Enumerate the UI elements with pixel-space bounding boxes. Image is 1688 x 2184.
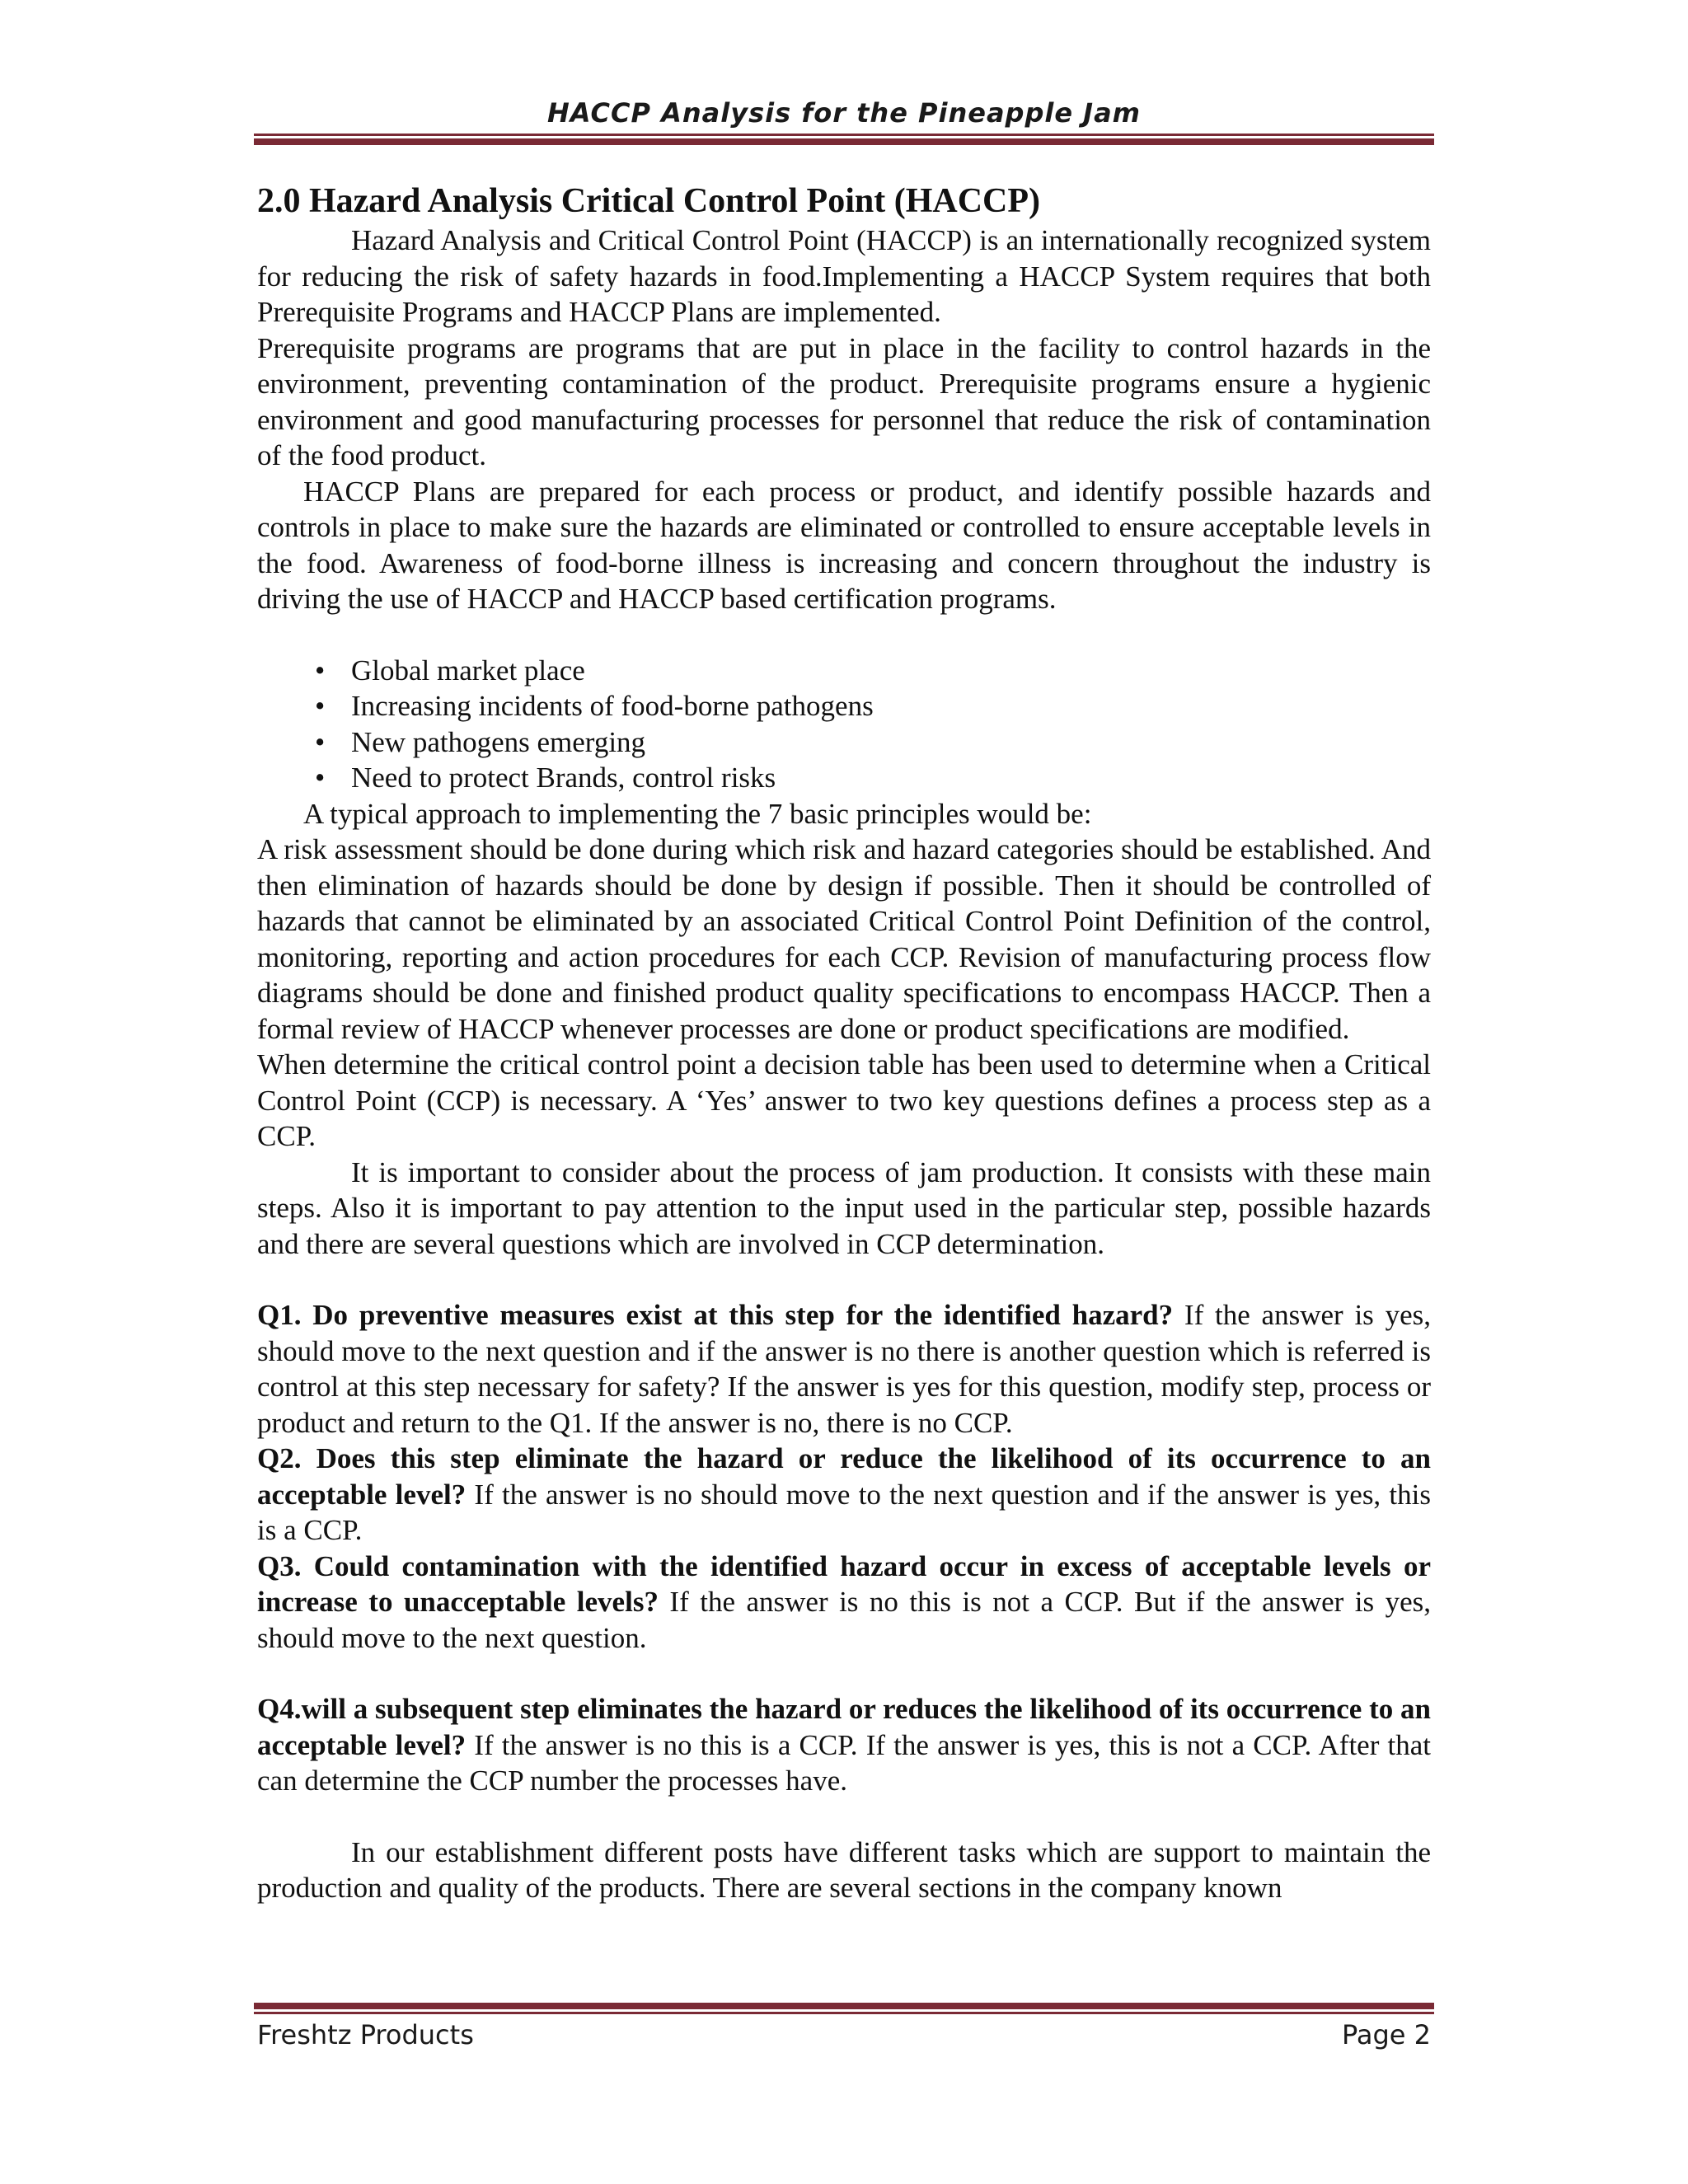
paragraph-haccp-intro: Hazard Analysis and Critical Control Point (HACCP) is an internationally recognized system for reducing the risk of safety hazards in food.Implementing a HACCP System requires that both Prerequisite Programs and HACCP Plans are implemented. (257, 224, 1431, 328)
list-item: • Global market place (257, 653, 1431, 689)
question-2 (257, 1441, 1431, 1549)
question-2-answer: If the answer is no should move to the next question and if the answer is yes, this is a CCP. (257, 1478, 1431, 1546)
question-3-text: Q3. Could contamination with the identified hazard occur in excess of acceptable levels or increase to unacceptable levels? (257, 1549, 1431, 1618)
question-3 (257, 1549, 1431, 1657)
list-item: • Need to protect Brands, control risks (257, 760, 1431, 796)
question-1-text: Q1. Do preventive measures exist at this step for the identified hazard? (257, 1299, 1174, 1331)
drivers-list (257, 653, 1431, 796)
bullet-icon: • (315, 762, 326, 794)
footer-rule-thin (254, 2012, 1434, 2014)
paragraph-decision-table: When determine the critical control point a decision table has been used to determine when a Critical Control Point (CCP) is necessary. A ‘Yes’ answer to two key questions defines a process step as a CCP. (257, 1048, 1431, 1152)
question-4-text: Q4.will a subsequent step eliminates the hazard or reduces the likelihood of its occurrence to an acceptable level? (257, 1693, 1431, 1761)
paragraph-jam-process: It is important to consider about the process of jam production. It consists with these main steps. Also it is important to pay attention to the input used in the particular step, possible hazards and there are several questions which are involved in CCP determination. (257, 1155, 1431, 1260)
paragraph-haccp-plans: HACCP Plans are prepared for each process or product, and identify possible hazards and controls in place to make sure the hazards are eliminated or controlled to ensure acceptable levels in the food. Awareness of food-borne illness is increasing and concern throughout the industry is driving the use of HACCP and HACCP based certification programs. (257, 475, 1431, 615)
question-3-answer: If the answer is no this is not a CCP. But if the answer is yes, should move to the next question. (257, 1586, 1432, 1654)
page-body (257, 180, 1431, 1906)
footer-company: Freshtz Products (257, 2019, 474, 2050)
footer-page-number: Page 2 (1342, 2019, 1431, 2050)
question-2-text: Q2. Does this step eliminate the hazard or reduce the likelihood of its occurrence to an acceptable level? (257, 1442, 1431, 1511)
paragraph-risk-assessment: A risk assessment should be done during which risk and hazard categories should be established. And then elimination of hazards should be done by design if possible. Then it should be controlled of hazards that cannot be eliminated by an associated Critical Control Point Definition of the control, monitoring, reporting and action procedures for each CCP. Revision of manufacturing process flow diagrams should be done and finished product quality specifications to encompass HACCP. Then a formal review of HACCP whenever processes are done or product specifications are modified. (257, 833, 1431, 1045)
list-item: • Increasing incidents of food-borne pathogens (257, 688, 1431, 724)
list-item: • New pathogens emerging (257, 724, 1431, 761)
footer-rule-thick (254, 2003, 1434, 2009)
paragraph-establishment: In our establishment different posts have different tasks which are support to maintain the production and quality of the products. There are several sections in the company known (257, 1835, 1431, 1904)
paragraph-prerequisite: Prerequisite programs are programs that are put in place in the facility to control hazards in the environment, preventing contamination of the product. Prerequisite programs ensure a hygienic environment and good manufacturing processes for personnel that reduce the risk of contamination of the food product. (257, 331, 1431, 471)
question-1 (257, 1297, 1431, 1441)
bullet-icon: • (315, 725, 326, 758)
running-footer (257, 2019, 1431, 2050)
header-rule-thick (254, 138, 1434, 145)
question-4 (257, 1691, 1431, 1799)
running-header: HACCP Analysis for the Pineapple Jam (546, 97, 1141, 129)
paragraph-typical-approach: A typical approach to implementing the 7 basic principles would be: (303, 797, 1092, 830)
question-4-answer: If the answer is no this is a CCP. If the answer is yes, this is not a CCP. After that can determine the CCP number the processes have. (257, 1728, 1431, 1797)
header-rule-thin (254, 134, 1434, 136)
section-heading: 2.0 Hazard Analysis Critical Control Point (HACCP) (257, 182, 1041, 220)
bullet-icon: • (315, 690, 326, 722)
bullet-icon: • (315, 654, 326, 687)
question-1-answer: If the answer is yes, should move to the next question and if the answer is no there is another question which is referred is control at this step necessary for safety? If the answer is yes for this question, modify step, process or product and return to the Q1. If the answer is no, there is no CCP. (257, 1299, 1431, 1439)
